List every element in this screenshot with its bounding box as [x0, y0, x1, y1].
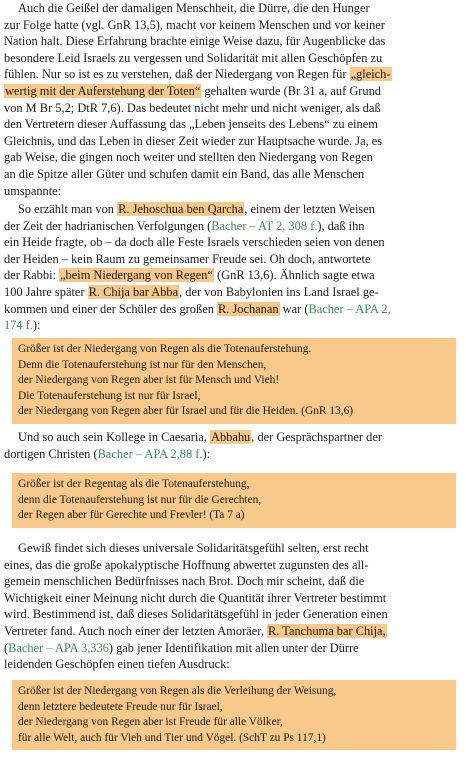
reference-bacher: Bacher – APA 2,: [308, 301, 391, 316]
highlight-jochanan: R. Jochanan: [218, 301, 279, 316]
quote-line: der Niedergang von Regen aber ist Freude für alle Völker,: [18, 716, 283, 729]
quote-line: für alle Welt, auch für Vieh und Tier und Vögel. (SchT zu Ps 117,1): [18, 731, 326, 744]
paragraph-abbahu: [4, 429, 460, 462]
text-line: wird. Bestimmend ist, daß dieses Solidaritätsgefühl in jeder Generation einen: [4, 607, 388, 622]
text-line: an die Spitze aller Güter und schufen damit ein Band, das alle Menschen: [4, 166, 365, 181]
text-line: 100 Jahre später R. Chija bar Abba, der von Babylonien ins Land Israel ge-: [4, 284, 379, 299]
highlight-jehoschua: R. Jehoschua ben Qarcha: [118, 202, 244, 216]
reference-bacher: Bacher – APA 2,88 f.: [97, 446, 203, 461]
quote-line: denn die Totenauferstehung ist nur für die Gerechten,: [18, 493, 262, 506]
quote-line: Die Totenauferstehung ist nur für Israel,: [18, 389, 201, 402]
quote-line: Größer ist der Niedergang von Regen als die Totenauferstehung.: [18, 343, 312, 355]
highlight-gleichwertig: „gleich-: [350, 67, 391, 82]
text-line: Auch die Geißel der damaligen Menschheit, die Dürre, die den Hunger: [18, 1, 370, 15]
text-line: der Rabbi: „beim Niedergang von Regen“ (GnR 13,6). Ähnlich sagte etwa: [4, 268, 375, 283]
quote-line: der Niedergang von Regen aber ist für Mensch und Vieh!: [18, 374, 280, 387]
paragraph-solidarität: [4, 540, 460, 673]
text-line: Und so auch sein Kollege in Caesaria, Abbahu, der Gesprächspartner der: [18, 430, 382, 444]
highlight-chija: R. Chija bar Abba: [88, 284, 179, 299]
text-line: Nation halt. Diese Erfahrung brachte einige Weise dazu, für Augenblicke das: [4, 34, 386, 49]
text-line: eines, das die große apokalyptische Hoffnung abwertet zugunsten des all-: [4, 557, 369, 572]
paragraph-dürre: [4, 0, 460, 199]
quote-line: der Niedergang von Regen aber für Israel und für die Heiden. (GnR 13,6): [18, 405, 354, 418]
text-line: Gewiß findet sich dieses universale Solidaritätsgefühl selten, erst recht: [18, 541, 369, 555]
quote-line: Denn die Totenauferstehung ist nur für den Menschen,: [18, 358, 267, 371]
quote-block: [12, 338, 456, 424]
quote-line: der Regen aber für Gerechte und Frevler! (Ta 7 a): [18, 509, 245, 522]
text-line: umspannte:: [4, 183, 62, 198]
text-line: kommen und einer der Schüler des großen R. Jochanan war (Bacher – APA 2,: [4, 301, 391, 316]
text-line: Vertreter fand. Auch noch einer der letzten Amoräer, R. Tanchuma bar Chija,: [4, 623, 386, 638]
text-line: gab Weise, die gingen noch weiter und stellten den Niedergang von Regen: [4, 150, 373, 165]
text-line: den Vertretern dieser Auffassung das „Leben jenseits des Lebens“ zu einem: [4, 117, 378, 132]
highlight-tanchuma: R. Tanchuma bar Chija,: [268, 623, 386, 638]
text-line: leidenden Geschöpfen einen tiefen Ausdruck:: [4, 657, 230, 672]
text-line: Gleichnis, und das Leben in dieser Zeit wieder zur Hauptsache wurde. Ja, es: [4, 133, 383, 148]
quote-block: [12, 680, 456, 750]
text-line: gemein menschlichen Bedürfnisses nach Brot. Doch mir scheint, daß die: [4, 574, 365, 589]
text-line: (Bacher – APA 3,336) gab jener Identifikation mit allen unter der Dürre: [4, 640, 359, 655]
text-line: zur Folge hatte (vgl. GnR 13,5), macht vor keinem Menschen und vor keiner: [4, 17, 385, 32]
highlight-niedergang: „beim Niedergang von Regen“: [60, 268, 213, 283]
text-line: wertig mit der Auferstehung der Toten“ gehalten wurde (Br 31 a, auf Grund: [5, 83, 381, 98]
quote-line: Größer ist der Niedergang von Regen als die Verleihung der Weisung,: [18, 685, 337, 697]
highlight-abbahu: Abbahu: [211, 430, 251, 444]
reference-bacher: Bacher – AT 2, 308 f.: [211, 218, 318, 233]
text-line: besondere Leid Israels zu vergessen und Solidarität mit allen Geschöpfen zu: [4, 50, 383, 65]
quote-block: [12, 473, 456, 528]
paragraph-jehoschua: [4, 201, 460, 334]
text-line: fühlen. Nur so ist es zu verstehen, daß der Niedergang von Regen für „gleich-: [4, 67, 391, 82]
text-line: Wichtigkeit einer Meinung nicht durch die Quantität ihrer Vertreter bestimmt: [4, 590, 387, 605]
quote-line: denn letztere bedeutete Freude nur für Israel,: [18, 700, 223, 713]
text-line: 174 f.):: [4, 318, 41, 333]
text-line: So erzählt man von R. Jehoschua ben Qarcha, einem der letzten Weisen: [18, 202, 375, 216]
text-line: dortigen Christen (Bacher – APA 2,88 f.):: [4, 446, 211, 461]
reference-bacher: 174 f.: [4, 318, 33, 333]
quote-line: Größer ist der Regentag als die Totenauferstehung,: [18, 478, 250, 490]
text-line: der Heiden – kein Raum zu gemeinsamer Freude sei. Oh doch, antwortete: [4, 251, 371, 266]
text-line: ein Heide fragte, ob – da doch alle Feste Israels verschieden seien von denen: [4, 235, 385, 250]
text-line: von M Br 5,2; DtR 7,6). Das bedeutet nicht mehr und nicht weniger, als daß: [4, 100, 381, 115]
reference-bacher: Bacher – APA 3,336: [8, 640, 109, 655]
text-line: der Zeit der hadrianischen Verfolgungen (Bacher – AT 2, 308 f.), daß ihn: [4, 218, 365, 233]
highlight-auferstehung: wertig mit der Auferstehung der Toten“: [5, 83, 201, 98]
